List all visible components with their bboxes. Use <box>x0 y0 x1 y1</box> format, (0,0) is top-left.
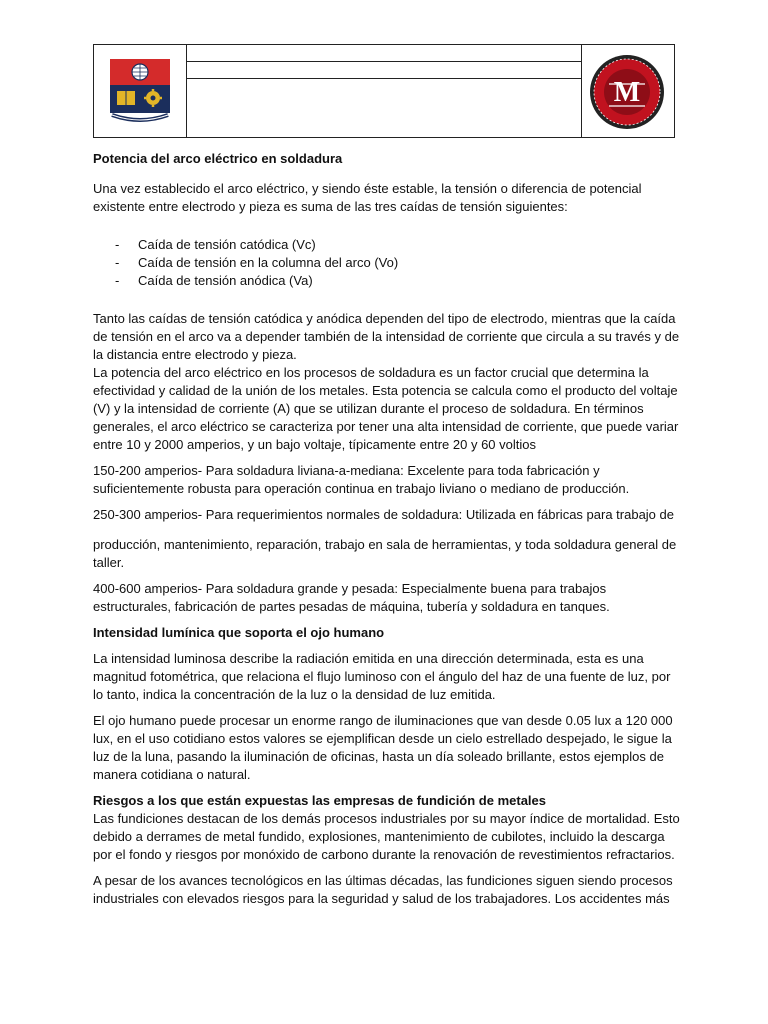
paragraph: 150-200 amperios- Para soldadura liviana-a-mediana: Excelente para toda fabricación y suficientemente robusta para operación continua en trabajo liviano o mediano de producción. <box>93 463 630 496</box>
list-item: - Caída de tensión anódica (Va) <box>93 272 683 290</box>
paragraph: Tanto las caídas de tensión catódica y anódica dependen del tipo de electrodo, mientras que la caída de tensión en el arco va a depender también de la intensidad de corriente que circula a su través y de la distancia entre electrodo y pieza. <box>93 311 680 362</box>
header-right-cell <box>582 45 674 137</box>
header-left-cell <box>94 45 187 137</box>
paragraph: 250-300 amperios- Para requerimientos normales de soldadura: Utilizada en fábricas para trabajo de <box>93 507 674 522</box>
paragraph: La potencia del arco eléctrico en los procesos de soldadura es un factor crucial que determina la efectividad y calidad de la unión de los metales. Esta potencia se calcula como el producto del voltaje (V) y la intensidad de corriente (A) que se utilizan durante el proceso de soldadura. En términos generales, el arco eléctrico se caracteriza por tener una alta intensidad de corriente, que puede variar entre 10 y 2000 amperios, y un bajo voltaje, típicamente entre 20 y 60 voltios <box>93 365 679 452</box>
paragraph: El ojo humano puede procesar un enorme rango de iluminaciones que van desde 0.05 lux a 120 000 lux, en el uso cotidiano estos valores se ejemplifican desde un cielo estrellado despejado, le sigue la luz de la luna, pasando la iluminación de oficinas, hasta un día soleado brillante, estos ejemplos de manera cotidiana o natural. <box>93 713 673 782</box>
paragraph: A pesar de los avances tecnológicos en las últimas décadas, las fundiciones siguen siendo procesos industriales con elevados riesgos para la seguridad y salud de los trabajadores. Los accidentes más <box>93 873 673 906</box>
header-table <box>93 44 675 138</box>
list-item: - Caída de tensión catódica (Vc) <box>93 236 683 254</box>
header-row-2 <box>187 62 581 79</box>
list-item: - Caída de tensión en la columna del arco (Vo) <box>93 254 683 272</box>
header-row-1 <box>187 45 581 62</box>
university-crest-icon <box>108 57 172 129</box>
badge-letter: M <box>613 77 641 108</box>
section-heading-arc-power: Potencia del arco eléctrico en soldadura <box>93 151 343 166</box>
section-heading-light-intensity: Intensidad lumínica que soporta el ojo humano <box>93 625 385 640</box>
paragraph: Las fundiciones destacan de los demás procesos industriales por su mayor índice de mortalidad. Esto debido a derrames de metal fundido, explosiones, mantenimiento de cubilotes, incluido la descarga por el fondo y riesgos por monóxido de carbono durante la renovación de revestimientos refractarios. <box>93 811 680 862</box>
section-heading-foundry-risks: Riesgos a los que están expuestas las empresas de fundición de metales <box>93 793 547 808</box>
voltage-drop-list <box>93 236 683 290</box>
mechanical-club-badge-icon <box>589 54 665 130</box>
paragraph: producción, mantenimiento, reparación, trabajo en sala de herramientas, y toda soldadura general de taller. <box>93 537 677 570</box>
header-title-cell <box>187 45 582 137</box>
paragraph: La intensidad luminosa describe la radiación emitida en una dirección determinada, esta es una magnitud fotométrica, que relaciona el flujo luminoso con el ángulo del haz de una fuente de luz, por lo tanto, indica la concentración de la luz o la densidad de luz emitida. <box>93 651 671 702</box>
paragraph: 400-600 amperios- Para soldadura grande y pesada: Especialmente buena para trabajos estructurales, fabricación de partes pesadas de máquina, tubería y soldadura en tanques. <box>93 581 610 614</box>
document-body <box>93 150 683 908</box>
paragraph: Una vez establecido el arco eléctrico, y siendo éste estable, la tensión o diferencia de potencial existente entre electrodo y pieza es suma de las tres caídas de tensión siguientes: <box>93 181 642 214</box>
